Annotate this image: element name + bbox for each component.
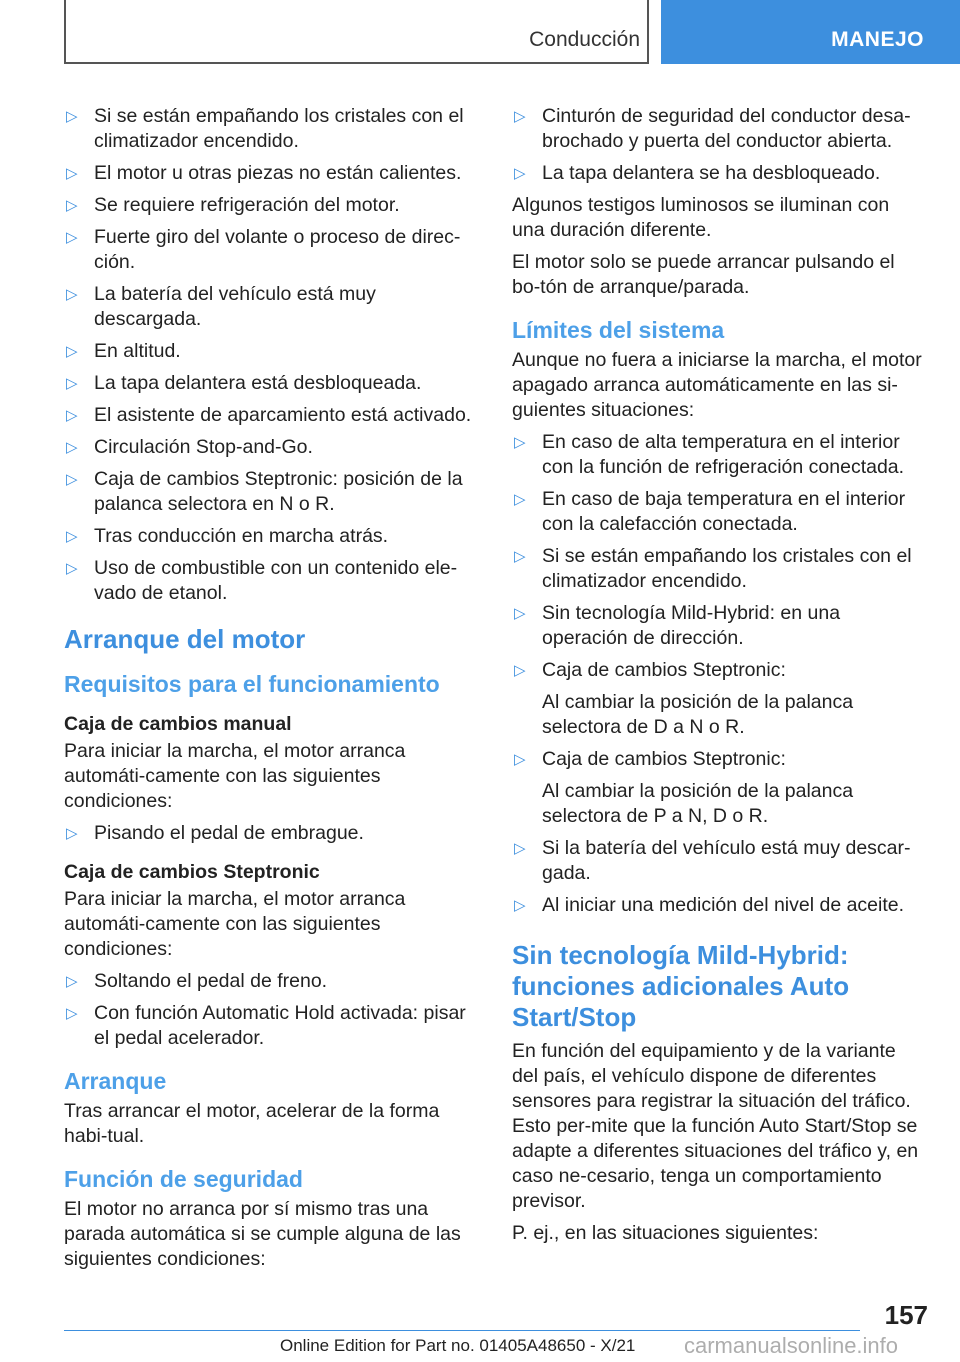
right-column xyxy=(512,104,926,1253)
triangle-bullet-icon: ▷ xyxy=(66,165,78,182)
chapter-tab-label: MANEJO xyxy=(831,28,924,51)
list-item: ▷ Caja de cambios Steptronic: posición de la palanca selectora en N o R. xyxy=(66,468,463,515)
list-item: ▷ Cinturón de seguridad del conductor desa‐brochado y puerta del conductor abierta. xyxy=(514,105,911,152)
heading-engine-start: Arranque del motor xyxy=(64,624,306,654)
triangle-bullet-icon: ▷ xyxy=(66,407,78,424)
list-item: ▷ Soltando el pedal de freno. xyxy=(66,970,328,992)
heading-system-limits: Límites del sistema xyxy=(512,317,725,343)
list-item: ▷ En altitud. xyxy=(66,340,181,362)
triangle-bullet-icon: ▷ xyxy=(66,1005,78,1022)
list-item: ▷ Al iniciar una medición del nivel de aceite. xyxy=(514,894,905,916)
list-item: ▷ Tras conducción en marcha atrás. xyxy=(66,525,389,547)
heading-start: Arranque xyxy=(64,1068,167,1094)
triangle-bullet-icon: ▷ xyxy=(514,605,526,622)
list-item: ▷ Caja de cambios Steptronic: Al cambiar la posición de la palanca selectora de P a N, D o R. xyxy=(512,747,926,829)
triangle-bullet-icon: ▷ xyxy=(514,840,526,857)
paragraph: El motor solo se puede arrancar pulsando el bo‐tón de arranque/parada. xyxy=(512,251,895,298)
triangle-bullet-icon: ▷ xyxy=(66,229,78,246)
list-item: ▷ En caso de alta temperatura en el interior con la función de refrigeración conectada. xyxy=(514,431,905,478)
list-item-detail: Al cambiar la posición de la palanca selectora de P a N, D o R. xyxy=(542,780,854,827)
triangle-bullet-icon: ▷ xyxy=(66,471,78,488)
list-item: ▷ Circulación Stop-and-Go. xyxy=(66,436,313,458)
paragraph: El motor no arranca por sí mismo tras una parada automática si se cumple alguna de las siguientes condiciones: xyxy=(64,1198,461,1270)
footer-edition: Online Edition for Part no. 01405A48650 - X/21 xyxy=(280,1336,636,1355)
triangle-bullet-icon: ▷ xyxy=(66,560,78,577)
list-item: ▷ Sin tecnología Mild-Hybrid: en una operación de dirección. xyxy=(514,602,841,649)
heading-mild-hybrid: Sin tecnología Mild-Hybrid: funciones adicionales Auto Start/Stop xyxy=(512,940,850,1032)
list-item-detail: Al cambiar la posición de la palanca selectora de D a N o R. xyxy=(542,691,854,738)
triangle-bullet-icon: ▷ xyxy=(514,165,526,182)
paragraph: Algunos testigos luminosos se iluminan con una duración diferente. xyxy=(512,194,890,241)
triangle-bullet-icon: ▷ xyxy=(514,662,526,679)
paragraph: Tras arrancar el motor, acelerar de la forma habi‐tual. xyxy=(64,1100,440,1147)
heading-steptronic-gearbox: Caja de cambios Steptronic xyxy=(64,861,320,883)
triangle-bullet-icon: ▷ xyxy=(66,343,78,360)
heading-safety-function: Función de seguridad xyxy=(64,1166,303,1192)
list-item: ▷ Si se están empañando los cristales con el climatizador encendido. xyxy=(514,545,912,592)
triangle-bullet-icon: ▷ xyxy=(66,973,78,990)
watermark: carmanualsonline.info xyxy=(684,1333,899,1358)
triangle-bullet-icon: ▷ xyxy=(514,434,526,451)
paragraph: En función del equipamiento y de la variante del país, el vehículo dispone de diferentes sensores para registrar la situación del tráfico. Esto per‐mite que la función Auto Start/Stop se adapte a diferentes situaciones del tráfico y, en caso ne‐cesario, tenga un comportamiento previsor. xyxy=(512,1040,919,1212)
triangle-bullet-icon: ▷ xyxy=(66,825,78,842)
triangle-bullet-icon: ▷ xyxy=(514,751,526,768)
list-item: ▷ Uso de combustible con un contenido ele‐vado de etanol. xyxy=(66,557,458,604)
list-item: ▷ La tapa delantera se ha desbloqueado. xyxy=(514,162,881,184)
triangle-bullet-icon: ▷ xyxy=(66,439,78,456)
conditions-list xyxy=(64,104,478,606)
chapter-tab[interactable] xyxy=(661,0,960,64)
list-item: ▷ Pisando el pedal de embrague. xyxy=(66,822,364,844)
paragraph: Para iniciar la marcha, el motor arranca automáti‐camente con las siguientes condiciones: xyxy=(64,888,406,960)
list-item: ▷ Con función Automatic Hold activada: pisar el pedal acelerador. xyxy=(66,1002,466,1049)
left-column xyxy=(64,104,478,1279)
paragraph: Aunque no fuera a iniciarse la marcha, el motor apagado arranca automáticamente en las si‐guientes situaciones: xyxy=(512,349,922,421)
triangle-bullet-icon: ▷ xyxy=(66,528,78,545)
heading-requirements: Requisitos para el funcionamiento xyxy=(64,671,440,697)
triangle-bullet-icon: ▷ xyxy=(514,108,526,125)
list-item: ▷ El motor u otras piezas no están calientes. xyxy=(66,162,462,184)
triangle-bullet-icon: ▷ xyxy=(514,897,526,914)
page-number: 157 xyxy=(884,1300,928,1330)
triangle-bullet-icon: ▷ xyxy=(514,491,526,508)
paragraph: P. ej., en las situaciones siguientes: xyxy=(512,1222,819,1244)
list-item: ▷ La tapa delantera está desbloqueada. xyxy=(66,372,422,394)
list-item: ▷ Fuerte giro del volante o proceso de direc‐ción. xyxy=(66,226,461,273)
list-item: ▷ Si se están empañando los cristales con el climatizador encendido. xyxy=(66,105,464,152)
triangle-bullet-icon: ▷ xyxy=(66,108,78,125)
triangle-bullet-icon: ▷ xyxy=(66,197,78,214)
section-title: Conducción xyxy=(529,28,640,51)
triangle-bullet-icon: ▷ xyxy=(66,375,78,392)
paragraph: Para iniciar la marcha, el motor arranca automáti‐camente con las siguientes condiciones: xyxy=(64,740,406,812)
list-item: ▷ Caja de cambios Steptronic: Al cambiar la posición de la palanca selectora de D a N o R. xyxy=(512,658,926,740)
list-item: ▷ En caso de baja temperatura en el interior con la calefacción conectada. xyxy=(514,488,906,535)
heading-manual-gearbox: Caja de cambios manual xyxy=(64,713,292,735)
footer-divider xyxy=(64,1330,860,1331)
list-item: ▷ Si la batería del vehículo está muy descar‐gada. xyxy=(514,837,911,884)
triangle-bullet-icon: ▷ xyxy=(514,548,526,565)
list-item: ▷ La batería del vehículo está muy descargada. xyxy=(66,283,376,330)
triangle-bullet-icon: ▷ xyxy=(66,286,78,303)
list-item: ▷ Se requiere refrigeración del motor. xyxy=(66,194,400,216)
list-item: ▷ El asistente de aparcamiento está activado. xyxy=(66,404,472,426)
